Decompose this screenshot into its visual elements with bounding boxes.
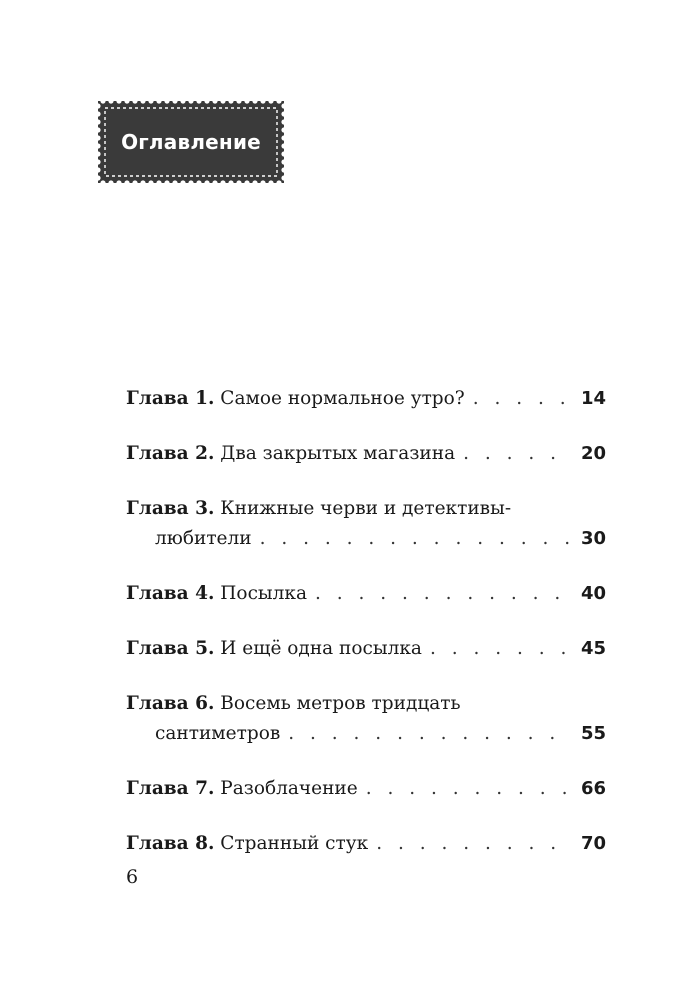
chapter-title: Странный стук — [220, 833, 369, 854]
chapter-label: Глава 6. — [126, 693, 215, 714]
page-number: 45 — [580, 638, 606, 659]
chapter-label: Глава 8. — [126, 833, 215, 854]
toc-entry-6[interactable] — [126, 689, 606, 749]
title-stamp — [98, 101, 284, 183]
leader-dots — [366, 774, 570, 804]
toc-entry-5[interactable] — [126, 634, 606, 664]
leader-dots — [288, 719, 570, 749]
toc-entry-1[interactable] — [126, 384, 606, 414]
chapter-label: Глава 2. — [126, 443, 215, 464]
chapter-title-continued: любители — [155, 528, 252, 549]
leader-dots — [315, 579, 570, 609]
toc-entry-7[interactable] — [126, 774, 606, 804]
page-number: 40 — [580, 583, 606, 604]
leader-dots — [430, 634, 570, 664]
chapter-title: Посылка — [220, 583, 307, 604]
page-number: 20 — [580, 443, 606, 464]
chapter-label: Глава 7. — [126, 778, 215, 799]
chapter-label: Глава 3. — [126, 498, 215, 519]
page-number: 70 — [580, 833, 606, 854]
chapter-title: Книжные черви и детективы- — [220, 498, 512, 519]
page-number: 66 — [580, 778, 606, 799]
chapter-title: Два закрытых магазина — [220, 443, 456, 464]
page-title: Оглавление — [121, 130, 261, 154]
chapter-label: Глава 1. — [126, 388, 215, 409]
chapter-title: Разоблачение — [220, 778, 358, 799]
table-of-contents — [126, 384, 606, 859]
chapter-title: Восемь метров тридцать — [220, 693, 461, 714]
leader-dots — [463, 439, 570, 469]
toc-entry-4[interactable] — [126, 579, 606, 609]
page-number: 30 — [580, 528, 606, 549]
folio-page-number: 6 — [126, 866, 139, 888]
chapter-title-continued: сантиметров — [155, 723, 281, 744]
leader-dots — [473, 384, 570, 414]
leader-dots — [376, 829, 570, 859]
toc-entry-3[interactable] — [126, 494, 606, 554]
toc-entry-8[interactable] — [126, 829, 606, 859]
chapter-title: И ещё одна посылка — [220, 638, 422, 659]
page-number: 14 — [580, 388, 606, 409]
toc-entry-2[interactable] — [126, 439, 606, 469]
chapter-label: Глава 4. — [126, 583, 215, 604]
leader-dots — [260, 524, 570, 554]
chapter-title: Самое нормальное утро? — [220, 388, 465, 409]
page-number: 55 — [580, 723, 606, 744]
chapter-label: Глава 5. — [126, 638, 215, 659]
